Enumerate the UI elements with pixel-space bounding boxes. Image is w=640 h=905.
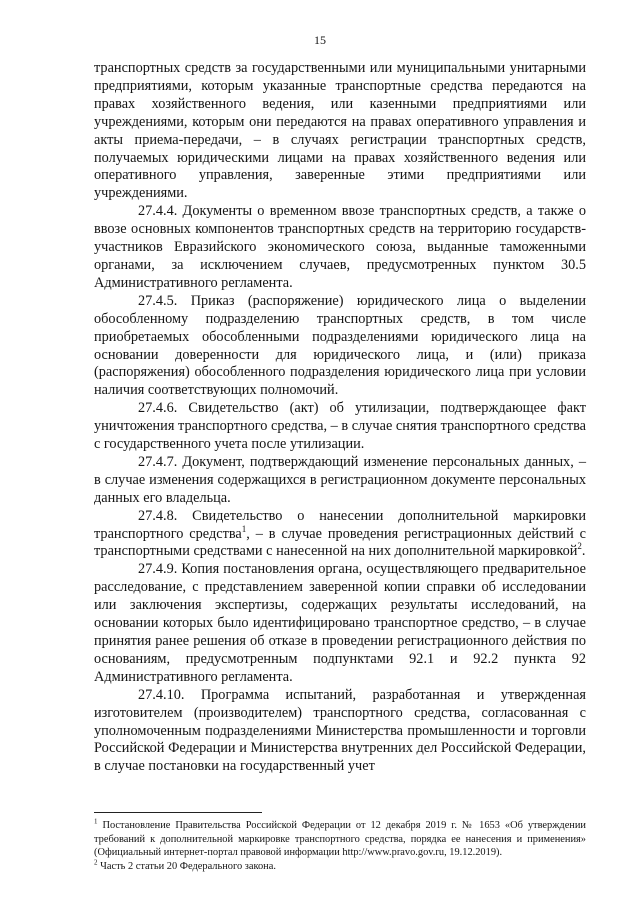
footnote-1 — [94, 819, 586, 860]
footnote-divider — [94, 812, 262, 813]
footnotes — [94, 819, 586, 873]
paragraph-27-4-5: 27.4.5. Приказ (распоряжение) юридического лица о выделении обособленному подразделению транспортных средств, в том числе приобретаемых обособленными подразделениями юридического лица на основании доверенности для юридического лица, и (или) приказа (распоряжения) обособленного подразделения юридического лица при условии наличия соответствующих полномочий. — [94, 292, 586, 399]
paragraph-continuation: транспортных средств за государственными или муниципальными унитарными предприятиями, которым указанные транспортные средства передаются на правах хозяйственного ведения, или казенными предприятиями или учреждениями, которым они передаются на правах оперативного управления и акты приема-передачи, – в случаях регистрации транспортных средств, получаемых юридическими лицами на правах хозяйственного ведения или оперативного управления, заверенные этими предприятиями или учреждениями. — [94, 60, 586, 202]
paragraph-27-4-9: 27.4.9. Копия постановления органа, осуществляющего предварительное расследование, с представлением заверенной копии справки об исследовании или заключения экспертизы, содержащих результаты исследований, на основании которых было идентифицировано транспортное средство, – в случае принятия ранее решения об отказе в проведении регистрационного действия по основаниям, предусмотренным подпунктами 92.1 и 92.2 пункта 92 Административного регламента. — [94, 561, 586, 685]
paragraph-27-4-8-part1: 27.4.8. Свидетельство о нанесении дополнительной маркировки транспортного средства — [94, 507, 586, 542]
footnote-marker-2: 2 — [94, 858, 98, 867]
page-number: 15 — [314, 33, 326, 47]
footnote-text-1: Постановление Правительства Российской Федерации от 12 декабря 2019 г. № 1653 «Об утверждении требований к дополнительной маркировке транспортного средства, порядка ее нанесения и применения» (Официальный интернет-портал правовой информации http://www.pravo.gov.ru, 19.12.2019). — [94, 820, 586, 859]
paragraph-27-4-8-part2: , – в случае проведения регистрационных действий с транспортными средствами с нанесенной на них дополнительной маркировкой — [94, 525, 586, 560]
paragraph-27-4-4: 27.4.4. Документы о временном ввозе транспортных средств, а также о ввозе основных компонентов транспортных средств на территорию государств-участников Евразийского экономического союза, выданные таможенными органами, за исключением случаев, предусмотренных пунктом 30.5 Административного регламента. — [94, 203, 586, 291]
paragraph-27-4-8 — [94, 508, 586, 562]
footnote-2 — [94, 860, 586, 874]
paragraph-27-4-10: 27.4.10. Программа испытаний, разработанная и утвержденная изготовителем (производителем) транспортного средства, согласованная с уполномоченным подразделениями Министерства промышленности и торговли Российской Федерации и Министерства внутренних дел Российской Федерации, в случае постановки на государственный учет — [94, 686, 586, 775]
paragraph-27-4-8-part3: . — [581, 543, 586, 560]
footnote-marker-1: 1 — [94, 817, 98, 826]
body-text — [94, 60, 586, 776]
paragraph-27-4-7: 27.4.7. Документ, подтверждающий изменение персональных данных, – в случае изменения содержащихся в регистрационном документе персональных данных его владельца. — [94, 453, 586, 506]
paragraph-27-4-6: 27.4.6. Свидетельство (акт) об утилизации, подтверждающее факт уничтожения транспортного средства, – в случае снятия транспортного средства с государственного учета после утилизации. — [94, 400, 586, 453]
footnote-ref-2: 2 — [577, 541, 582, 552]
footnote-ref-1: 1 — [241, 523, 247, 534]
footnote-text-2: Часть 2 статьи 20 Федерального закона. — [97, 860, 276, 872]
